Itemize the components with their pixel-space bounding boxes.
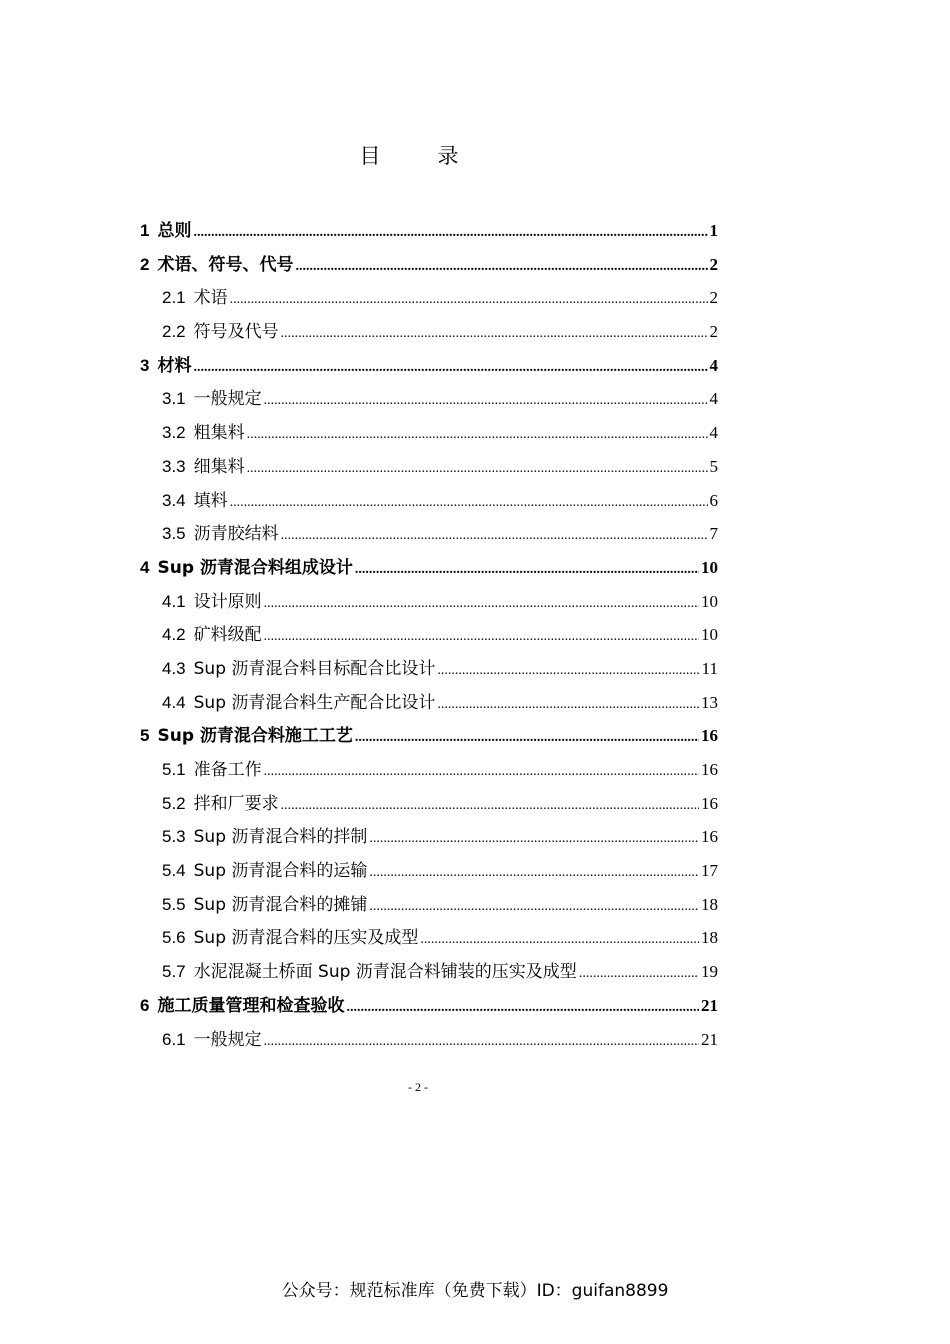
toc-entry-page: 16 (701, 827, 718, 847)
toc-dot-leader (247, 461, 708, 477)
toc-entry-page: 10 (701, 625, 718, 645)
toc-entry-page: 11 (701, 658, 718, 678)
toc-entry-number: 5.3 (162, 827, 186, 847)
toc-entry-label: 水泥混凝土桥面 Sup 沥青混合料铺装的压实及成型 (193, 962, 577, 983)
toc-entry-page: 21 (701, 995, 718, 1015)
toc-entry[interactable] (140, 351, 718, 385)
toc-entry-number: 5.5 (162, 894, 186, 914)
toc-entry-page: 4 (709, 423, 718, 443)
toc-dot-leader (193, 225, 707, 241)
toc-entry-number: 4.4 (162, 692, 186, 712)
toc-entry-page: 10 (701, 557, 718, 577)
toc-entry[interactable] (140, 1025, 718, 1059)
toc-dot-leader (230, 495, 708, 511)
toc-entry-number: 5.6 (162, 928, 186, 948)
toc-dot-leader (355, 730, 699, 746)
toc-dot-leader (281, 798, 699, 814)
toc-entry-number: 4 (140, 557, 150, 577)
toc-entry-number: 3.1 (162, 389, 186, 409)
toc-entry[interactable] (140, 923, 718, 957)
toc-entry[interactable] (140, 654, 718, 688)
toc-dot-leader (281, 528, 708, 544)
toc-entry[interactable] (140, 519, 718, 553)
toc-entry[interactable] (140, 890, 718, 924)
toc-entry-number: 1 (140, 221, 150, 240)
toc-entry-page: 2 (709, 322, 718, 342)
toc-entry-page: 10 (701, 591, 718, 611)
toc-entry-label: 符号及代号 (193, 322, 279, 343)
toc-entry-page: 18 (701, 894, 718, 914)
toc-entry-number: 5.1 (162, 760, 186, 779)
page-title: 目 录 (359, 144, 477, 168)
toc-dot-leader (264, 1034, 699, 1050)
toc-entry[interactable] (140, 957, 718, 991)
toc-entry[interactable] (140, 452, 718, 486)
toc-entry-label: 一般规定 (193, 389, 262, 410)
toc-entry-label: 准备工作 (193, 760, 262, 780)
toc-entry-page: 17 (701, 861, 718, 881)
toc-dot-leader (369, 831, 699, 847)
toc-dot-leader (346, 1000, 699, 1016)
page-number-footer: - 2 - (408, 1080, 428, 1094)
toc-dot-leader (264, 596, 699, 612)
table-of-contents (140, 216, 718, 1058)
toc-entry-number: 6.1 (162, 1029, 186, 1049)
toc-entry-number: 5.2 (162, 793, 186, 813)
toc-entry[interactable] (140, 317, 718, 351)
toc-entry-label: 材料 (157, 355, 192, 376)
toc-entry[interactable] (140, 620, 718, 654)
toc-entry[interactable] (140, 283, 718, 317)
toc-entry-label: 拌和厂要求 (193, 793, 279, 814)
toc-entry-label: 术语 (193, 288, 228, 309)
toc-dot-leader (369, 899, 699, 915)
toc-entry-number: 2 (140, 254, 150, 274)
toc-entry-label: 沥青胶结料 (193, 524, 279, 545)
toc-dot-leader (247, 427, 708, 443)
toc-entry[interactable] (140, 216, 718, 250)
toc-entry[interactable] (140, 755, 718, 789)
toc-entry-page: 16 (701, 726, 718, 746)
toc-entry[interactable] (140, 822, 718, 856)
toc-dot-leader (193, 360, 707, 376)
toc-entry-label: 细集料 (193, 456, 245, 477)
toc-entry-label: 总则 (157, 221, 192, 241)
toc-entry-page: 16 (701, 793, 718, 813)
watermark-text: 公众号：规范标准库（免费下载）ID：guifan8899 (281, 1281, 669, 1301)
toc-entry-label: 术语、符号、代号 (157, 254, 294, 275)
toc-entry-number: 4.1 (162, 591, 186, 611)
toc-entry-page: 1 (709, 221, 718, 240)
toc-entry[interactable] (140, 250, 718, 284)
toc-entry-label: Sup 沥青混合料生产配合比设计 (193, 692, 436, 713)
toc-dot-leader (230, 292, 708, 308)
toc-entry-page: 19 (701, 962, 718, 982)
toc-entry-page: 6 (709, 490, 718, 510)
toc-dot-leader (264, 393, 708, 409)
toc-entry-label: 填料 (193, 490, 228, 511)
toc-entry-number: 4.3 (162, 658, 186, 678)
toc-entry-label: 一般规定 (193, 1029, 262, 1050)
toc-entry-page: 5 (709, 456, 718, 476)
toc-entry[interactable] (140, 856, 718, 890)
toc-entry-page: 2 (709, 254, 718, 274)
toc-entry-number: 3.2 (162, 423, 186, 443)
toc-dot-leader (281, 326, 708, 342)
toc-dot-leader (369, 865, 699, 881)
toc-entry-label: Sup 沥青混合料的拌制 (193, 827, 368, 848)
toc-entry[interactable] (140, 721, 718, 755)
toc-dot-leader (437, 697, 699, 713)
toc-entry-label: Sup 沥青混合料组成设计 (157, 557, 353, 578)
toc-entry-label: 设计原则 (193, 591, 262, 612)
toc-dot-leader (437, 663, 699, 679)
toc-entry-number: 3.4 (162, 490, 186, 510)
toc-entry-page: 4 (709, 355, 718, 375)
toc-entry[interactable] (140, 418, 718, 452)
toc-entry-page: 18 (701, 928, 718, 948)
toc-entry[interactable] (140, 991, 718, 1025)
toc-entry-page: 16 (701, 760, 718, 779)
toc-dot-leader (295, 259, 707, 275)
toc-entry-number: 5.7 (162, 962, 186, 982)
toc-entry-label: 施工质量管理和检查验收 (157, 995, 345, 1016)
toc-entry-label: 矿料级配 (193, 625, 262, 646)
toc-entry[interactable] (140, 553, 718, 587)
toc-entry[interactable] (140, 688, 718, 722)
toc-entry-number: 6 (140, 995, 150, 1015)
toc-entry-label: Sup 沥青混合料目标配合比设计 (193, 658, 436, 679)
toc-entry[interactable] (140, 789, 718, 823)
toc-entry[interactable] (140, 587, 718, 621)
toc-dot-leader (264, 629, 699, 645)
toc-entry-number: 4.2 (162, 625, 186, 645)
toc-entry-number: 2.1 (162, 288, 186, 308)
toc-entry-page: 7 (709, 524, 718, 544)
toc-dot-leader (579, 966, 699, 982)
toc-entry-label: Sup 沥青混合料施工工艺 (157, 726, 353, 747)
toc-entry-label: Sup 沥青混合料的压实及成型 (193, 928, 419, 949)
toc-entry-page: 13 (701, 692, 718, 712)
toc-entry-number: 5.4 (162, 861, 186, 881)
toc-dot-leader (355, 562, 699, 578)
toc-entry-number: 3 (140, 355, 150, 375)
toc-entry-page: 21 (701, 1029, 718, 1049)
toc-entry-number: 2.2 (162, 322, 186, 342)
toc-entry[interactable] (140, 384, 718, 418)
toc-entry-page: 2 (709, 288, 718, 308)
toc-entry-label: Sup 沥青混合料的摊铺 (193, 894, 368, 915)
toc-entry-number: 3.5 (162, 524, 186, 544)
toc-entry[interactable] (140, 486, 718, 520)
toc-entry-number: 5 (140, 726, 150, 746)
toc-dot-leader (420, 932, 699, 948)
toc-entry-label: 粗集料 (193, 423, 245, 444)
toc-entry-label: Sup 沥青混合料的运输 (193, 861, 368, 882)
toc-entry-number: 3.3 (162, 456, 186, 476)
toc-entry-page: 4 (709, 389, 718, 409)
toc-dot-leader (264, 764, 699, 780)
